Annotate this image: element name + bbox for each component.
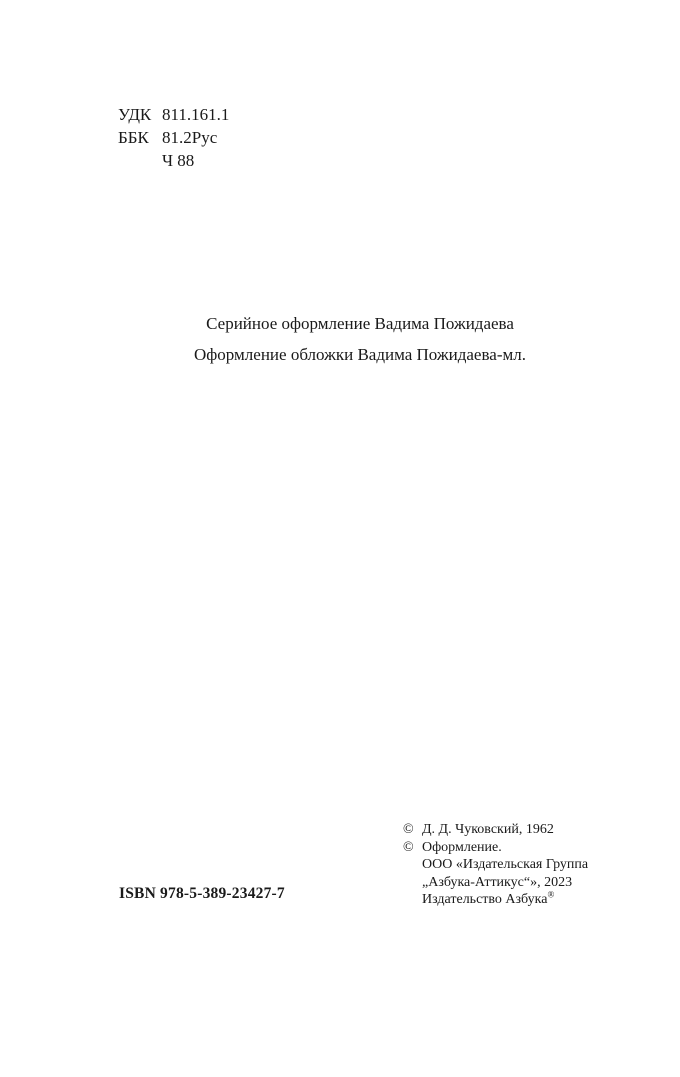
copyright-design: Оформление. [422, 839, 502, 855]
copyright-author-row [403, 821, 588, 839]
classification-block [118, 103, 229, 172]
copyright-icon: © [403, 822, 414, 837]
registered-mark-icon: ® [547, 889, 555, 900]
udk-value: 811.161.1 [162, 105, 230, 124]
isbn: ISBN 978-5-389-23427-7 [119, 885, 285, 902]
copyright-author: Д. Д. Чуковский, 1962 [422, 822, 554, 837]
bbk-value: 81.2Рус [162, 128, 218, 147]
cover-design-credit: Оформление обложки Вадима Пожидаева-мл. [194, 345, 526, 364]
copyright-design-row [403, 839, 588, 857]
udk-row [118, 103, 229, 126]
design-credits [0, 308, 680, 370]
copyright-publisher-line-2: „Азбука-Аттикус“», 2023 [422, 874, 573, 890]
copyright-imprint: Издательство Азбука® [422, 889, 555, 907]
author-mark-row [118, 149, 229, 172]
author-mark: Ч 88 [162, 151, 195, 170]
udk-label: УДК [118, 105, 152, 124]
copyright-publisher-line-1: ООО «Издательская Группа [422, 857, 589, 872]
copyright-icon: © [403, 839, 414, 855]
series-design-credit: Серийное оформление Вадима Пожидаева [206, 314, 514, 333]
bbk-label: ББК [118, 128, 149, 147]
copyright-block [403, 821, 588, 909]
bbk-row [118, 126, 229, 149]
